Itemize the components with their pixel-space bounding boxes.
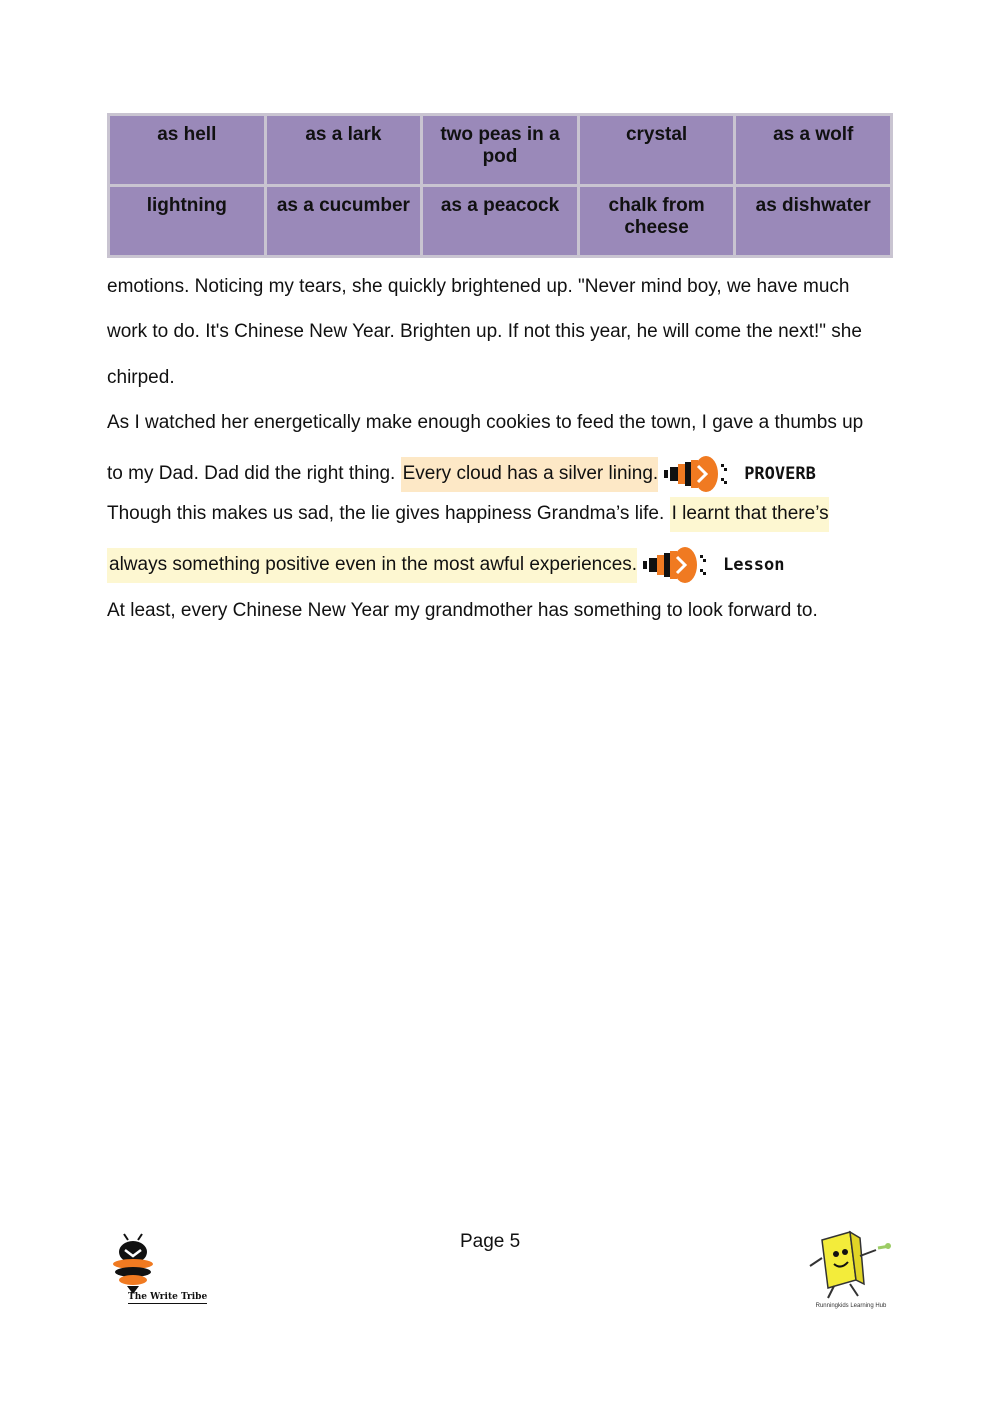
running-book-icon xyxy=(800,1228,900,1302)
learning-hub-logo xyxy=(800,1228,900,1328)
lesson-tag xyxy=(643,545,784,585)
proverb-highlight: Every cloud has a silver lining. xyxy=(401,457,659,492)
text-line xyxy=(107,454,816,484)
page-number: Page 5 xyxy=(460,1231,521,1252)
text-span: Though this makes us sad, the lie gives happiness Grandma’s life. xyxy=(107,503,670,524)
table-row xyxy=(109,115,892,186)
text-line xyxy=(107,545,784,575)
write-tribe-text: The Write Tribe xyxy=(128,1292,208,1302)
bee-mascot-icon xyxy=(108,1232,168,1296)
text-line: chirped. xyxy=(107,367,175,388)
bee-icon xyxy=(643,545,709,585)
table-cell: as dishwater xyxy=(735,186,892,257)
text-span: to my Dad. Dad did the right thing. xyxy=(107,463,401,485)
text-line: As I watched her energetically make enough cookies to feed the town, I gave a thumbs up xyxy=(107,412,864,433)
table-cell: chalk from cheese xyxy=(578,186,735,257)
bee-icon xyxy=(664,454,730,494)
table-cell: two peas in a pod xyxy=(422,115,579,186)
proverb-label: PROVERB xyxy=(744,464,816,484)
text-line xyxy=(107,499,829,529)
lesson-label: Lesson xyxy=(723,555,785,575)
table-cell: as a cucumber xyxy=(265,186,422,257)
table-cell: lightning xyxy=(109,186,266,257)
lesson-highlight: always something positive even in the most awful experiences. xyxy=(107,548,637,583)
text-line: At least, every Chinese New Year my grandmother has something to look forward to. xyxy=(107,600,818,621)
table-cell: as hell xyxy=(109,115,266,186)
table-row xyxy=(109,186,892,257)
text-line: emotions. Noticing my tears, she quickly brightened up. "Never mind boy, we have much xyxy=(107,276,850,297)
table-cell: crystal xyxy=(578,115,735,186)
proverb-tag xyxy=(664,454,816,494)
table-cell: as a lark xyxy=(265,115,422,186)
word-table xyxy=(107,113,893,258)
learning-hub-caption: Runningkids Learning Hub xyxy=(815,1303,887,1309)
text-line: work to do. It's Chinese New Year. Brighten up. If not this year, he will come the next!" she xyxy=(107,321,862,342)
write-tribe-logo xyxy=(108,1232,218,1312)
table-cell: as a wolf xyxy=(735,115,892,186)
lesson-highlight: I learnt that there’s xyxy=(670,497,829,532)
table-cell: as a peacock xyxy=(422,186,579,257)
